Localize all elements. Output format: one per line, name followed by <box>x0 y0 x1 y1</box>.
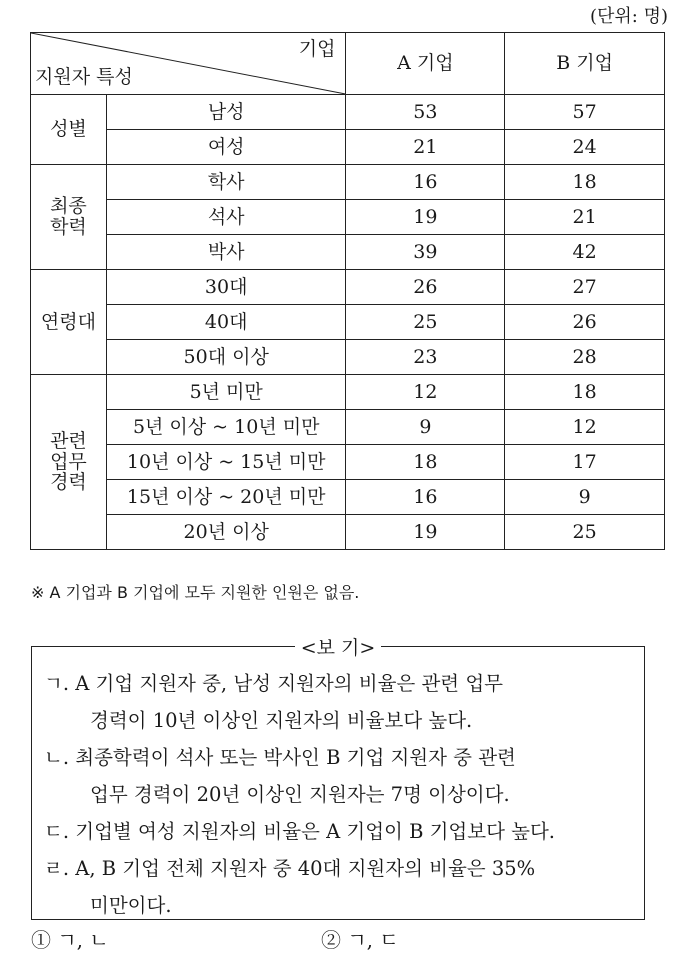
value-b: 27 <box>505 270 665 305</box>
table-row <box>31 200 665 235</box>
value-b: 57 <box>505 95 665 130</box>
table-row <box>31 235 665 270</box>
group-label: 최종 학력 <box>31 165 107 270</box>
group-label: 연령대 <box>31 270 107 375</box>
value-b: 12 <box>505 410 665 445</box>
row-label: 30대 <box>106 270 346 305</box>
value-a: 39 <box>346 235 505 270</box>
value-b: 18 <box>505 165 665 200</box>
value-a: 16 <box>346 480 505 515</box>
group-label: 관련 업무 경력 <box>31 375 107 550</box>
table-row <box>31 445 665 480</box>
bogi-box <box>31 637 645 920</box>
row-label: 남성 <box>106 95 346 130</box>
value-a: 12 <box>346 375 505 410</box>
value-b: 26 <box>505 305 665 340</box>
bogi-item-3: ㄷ. 기업별 여성 지원자의 비율은 A 기업이 B 기업보다 높다. <box>44 820 556 843</box>
choice-2[interactable]: ② ㄱ, ㄷ <box>321 928 399 952</box>
row-label: 5년 이상 ~ 10년 미만 <box>106 410 346 445</box>
row-label: 여성 <box>106 130 346 165</box>
table-row <box>31 480 665 515</box>
row-label: 학사 <box>106 165 346 200</box>
bogi-item-4-cont: 미만이다. <box>90 894 172 917</box>
row-label: 10년 이상 ~ 15년 미만 <box>106 445 346 480</box>
applicant-table-body <box>31 33 665 550</box>
table-row <box>31 410 665 445</box>
value-a: 21 <box>346 130 505 165</box>
value-a: 19 <box>346 515 505 550</box>
row-label: 20년 이상 <box>106 515 346 550</box>
value-a: 16 <box>346 165 505 200</box>
value-a: 9 <box>346 410 505 445</box>
value-b: 28 <box>505 340 665 375</box>
value-a: 18 <box>346 445 505 480</box>
value-a: 25 <box>346 305 505 340</box>
bogi-item-2-cont: 업무 경력이 20년 이상인 지원자는 7명 이상이다. <box>90 783 510 806</box>
value-b: 18 <box>505 375 665 410</box>
unit-label: (단위: 명) <box>590 6 668 27</box>
value-b: 42 <box>505 235 665 270</box>
row-label: 석사 <box>106 200 346 235</box>
bogi-item-1: ㄱ. A 기업 지원자 중, 남성 지원자의 비율은 관련 업무 <box>44 672 504 695</box>
table-header-row <box>31 33 665 95</box>
table-row <box>31 270 665 305</box>
row-label: 박사 <box>106 235 346 270</box>
bogi-item-4: ㄹ. A, B 기업 전체 지원자 중 40대 지원자의 비율은 35% <box>44 857 536 880</box>
value-b: 21 <box>505 200 665 235</box>
table-row <box>31 305 665 340</box>
footnote: ※ A 기업과 B 기업에 모두 지원한 인원은 없음. <box>31 583 360 602</box>
bogi-title: <보 기> <box>32 633 644 660</box>
table-row <box>31 340 665 375</box>
value-a: 23 <box>346 340 505 375</box>
corner-bottom-label: 지원자 특성 <box>35 66 133 89</box>
table-row <box>31 515 665 550</box>
bogi-item-2: ㄴ. 최종학력이 석사 또는 박사인 B 기업 지원자 중 관련 <box>44 746 516 769</box>
value-a: 26 <box>346 270 505 305</box>
col-header-a: A 기업 <box>346 33 505 95</box>
value-a: 19 <box>346 200 505 235</box>
value-b: 9 <box>505 480 665 515</box>
bogi-item-1-cont: 경력이 10년 이상인 지원자의 비율보다 높다. <box>90 709 473 732</box>
table-row <box>31 165 665 200</box>
table-row <box>31 375 665 410</box>
applicant-table <box>30 32 665 550</box>
table-row <box>31 130 665 165</box>
value-b: 17 <box>505 445 665 480</box>
col-header-b: B 기업 <box>505 33 665 95</box>
value-b: 25 <box>505 515 665 550</box>
row-label: 50대 이상 <box>106 340 346 375</box>
table-row <box>31 95 665 130</box>
group-label: 성별 <box>31 95 107 165</box>
value-b: 24 <box>505 130 665 165</box>
value-a: 53 <box>346 95 505 130</box>
row-label: 15년 이상 ~ 20년 미만 <box>106 480 346 515</box>
choice-1[interactable]: ① ㄱ, ㄴ <box>31 928 109 952</box>
row-label: 5년 미만 <box>106 375 346 410</box>
corner-cell <box>31 33 346 95</box>
row-label: 40대 <box>106 305 346 340</box>
corner-top-label: 기업 <box>298 38 336 60</box>
